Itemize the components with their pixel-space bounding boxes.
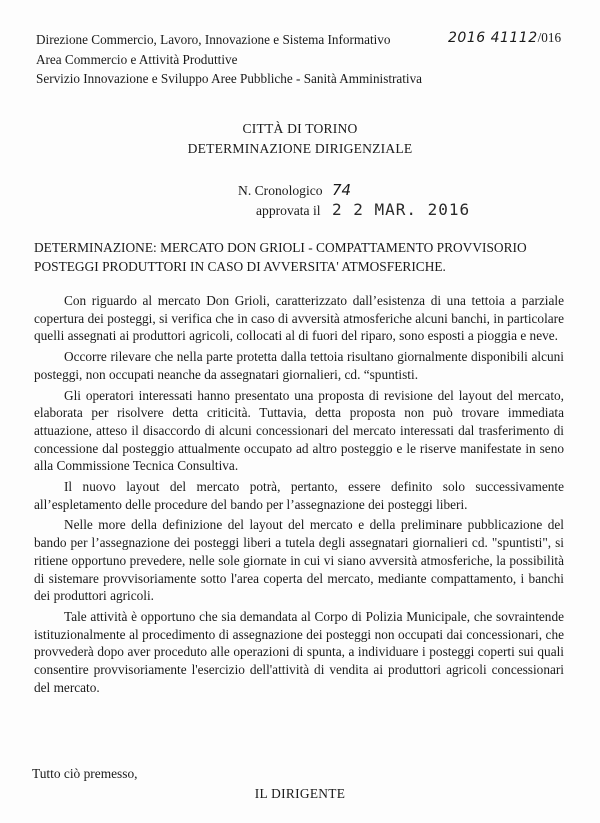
body-paragraph-1: Con riguardo al mercato Don Grioli, caratterizzato dall’esistenza di una tettoia a parziale copertura dei posteggi, si verifica che in caso di avversità atmosferiche alcuni banchi, in particolare quelli assegnati ai produttori agricoli, collocati al di fuori del riparo, sono esposti a pioggia e neve. bbox=[34, 293, 564, 344]
body-paragraph-3: Gli operatori interessati hanno presentato una proposta di revisione del layout del mercato, elaborata per risolvere detta criticità. Tuttavia, detta proposta non può trovare immediata attuazione, atteso il disaccordo di alcuni concessionari del mercato interessati dal trasferimento di concessione dal posteggio attualmente occupato ad altro posteggio e le riserve manifestate in seno alla Commissione Tecnica Consultiva. bbox=[34, 387, 564, 474]
subject-heading bbox=[34, 238, 574, 276]
city-name: CITTÀ DI TORINO bbox=[242, 121, 358, 136]
subject-line-2: POSTEGGI PRODUTTORI IN CASO DI AVVERSITA' ATMOSFERICHE. bbox=[34, 259, 446, 274]
subject-line-1: DETERMINAZIONE: MERCATO DON GRIOLI - COMPATTAMENTO PROVVISORIO bbox=[34, 240, 527, 255]
protocol-suffix: /016 bbox=[537, 30, 562, 45]
body-paragraph-4: Il nuovo layout del mercato potrà, pertanto, essere definito solo successivamente all’espletamento delle procedure del bando per l’assegnazione dei posteggi liberi. bbox=[34, 479, 564, 512]
approval-label: approvata il bbox=[256, 203, 321, 218]
body-paragraph-6: Tale attività è opportuno che sia demandata al Corpo di Polizia Municipale, che sovraintende istituzionalmente al procedimento di assegnazione dei posteggi non occupati dai concessionari, che provvederà dopo aver proceduto alle operazioni di spunta, a individuare i posteggi coperti sui quali consentire provvisoriamente l'esercizio dell'attività di vendita ai produttori agricoli concessionari del mercato. bbox=[34, 608, 564, 695]
body-paragraph-2: Occorre rilevare che nella parte protetta dalla tettoia risultano giornalmente disponibili alcuni posteggi, non occupati neanche da assegnatari giornalieri, cd. “spuntisti. bbox=[34, 349, 564, 382]
body-paragraph-5: Nelle more della definizione del layout del mercato e della preliminare pubblicazione del bando per l’assegnazione dei posteggi liberi a tutela degli assegnatari giornalieri cd. "spuntisti", si ritiene opportuno prevedere, nelle sole giornate in cui vi siano avversità atmosferiche, la possibilità di sistemare provvisoriamente sotto l'area coperta del mercato, mediante compattamento, i banchi dei produttori agricoli. bbox=[34, 517, 564, 604]
document-type: DETERMINAZIONE DIRIGENZIALE bbox=[187, 141, 413, 156]
approval-line bbox=[256, 200, 470, 221]
document-title-block bbox=[0, 119, 600, 159]
handwritten-protocol-number: 2016 41112 bbox=[448, 30, 538, 46]
header-line-direzione: Direzione Commercio, Lavoro, Innovazione e Sistema Informativo bbox=[36, 32, 391, 47]
issuing-office-header bbox=[36, 30, 422, 89]
signer-title: IL DIRIGENTE bbox=[254, 786, 346, 801]
cronologico-handwritten-value: 74 bbox=[331, 181, 352, 199]
document-body bbox=[34, 292, 564, 696]
protocol-number bbox=[448, 30, 561, 47]
cronologico-label: N. Cronologico bbox=[238, 183, 323, 198]
header-line-servizio: Servizio Innovazione e Sviluppo Aree Pubbliche - Sanità Amministrativa bbox=[36, 71, 423, 86]
header-line-area: Area Commercio e Attività Produttive bbox=[36, 51, 238, 67]
closing-phrase: Tutto ciò premesso, bbox=[32, 766, 138, 781]
approval-date-stamp: 2 2 MAR. 2016 bbox=[331, 200, 471, 219]
cronologico-line bbox=[238, 180, 351, 201]
